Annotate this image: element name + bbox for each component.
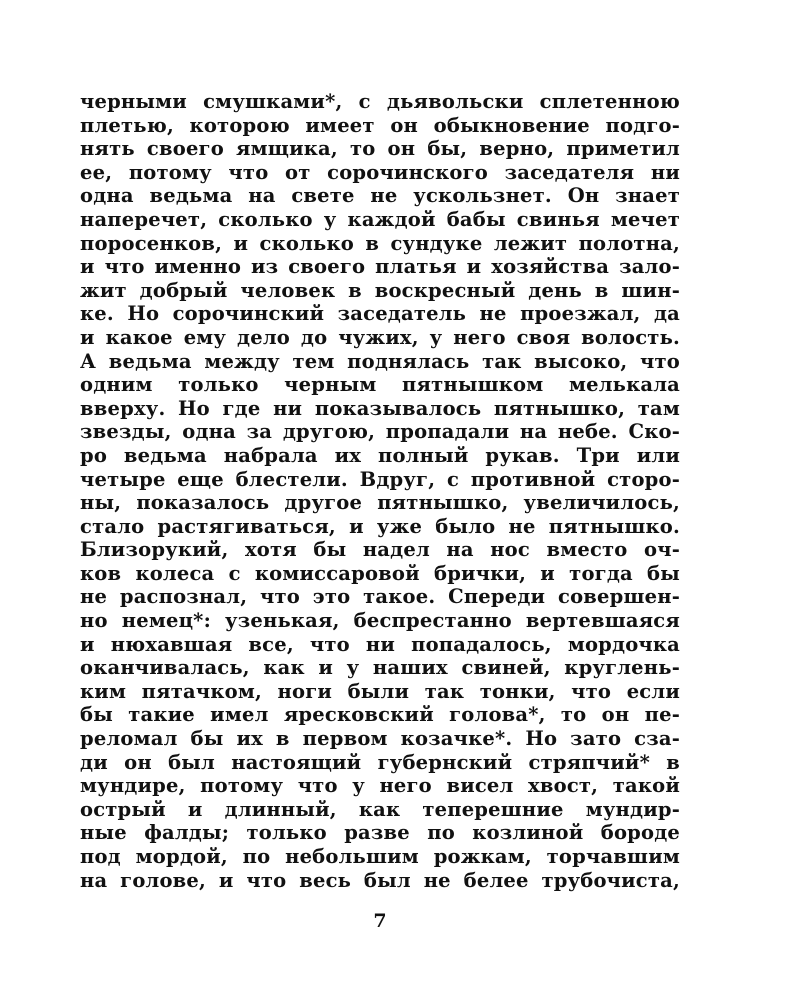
text-line: бы такие имел яресковский голова*, то он пе-: [80, 703, 680, 727]
text-line: и нюхавшая все, что ни попадалось, мордочка: [80, 632, 680, 656]
text-line: реломал бы их в первом козачке*. Но зато сза-: [80, 727, 680, 751]
text-line: острый и длинный, как теперешние мундир-: [80, 797, 680, 821]
text-line: вверху. Но где ни показывалось пятнышко, там: [80, 396, 680, 420]
text-line: на голове, и что весь был не белее трубочиста,: [80, 868, 680, 892]
text-line: звезды, одна за другою, пропадали на небе. Ско-: [80, 420, 680, 444]
text-line: А ведьма между тем поднялась так высоко, что: [80, 349, 680, 373]
text-line: жит добрый человек в воскресный день в шин-: [80, 278, 680, 302]
text-line: четыре еще блестели. Вдруг, с противной сторо-: [80, 467, 680, 491]
text-line: мундире, потому что у него висел хвост, такой: [80, 774, 680, 798]
text-line: черными смушками*, с дьявольски сплетенною: [80, 90, 680, 113]
text-line: ее, потому что от сорочинского заседателя ни: [80, 160, 680, 184]
text-line: ков колеса с комиссаровой брички, и тогда бы: [80, 561, 680, 585]
text-line: наперечет, сколько у каждой бабы свинья мечет: [80, 207, 680, 231]
body-text: [80, 90, 680, 892]
text-line: ны, показалось другое пятнышко, увеличилось,: [80, 491, 680, 515]
text-line: и какое ему дело до чужих, у него своя волость.: [80, 325, 680, 349]
text-line: одна ведьма на свете не ускользнет. Он знает: [80, 184, 680, 208]
text-line: ро ведьма набрала их полный рукав. Три или: [80, 443, 680, 467]
text-line: но немец*: узенькая, беспрестанно вертевшаяся: [80, 609, 680, 633]
text-line: ные фалды; только разве по козлиной бороде: [80, 821, 680, 845]
text-line: одним только черным пятнышком мелькала: [80, 373, 680, 397]
text-line: плетью, которою имеет он обыкновение подго-: [80, 113, 680, 137]
text-line: оканчивалась, как и у наших свиней, круглень-: [80, 656, 680, 680]
text-line: Близорукий, хотя бы надел на нос вместо оч-: [80, 538, 680, 562]
text-line: и что именно из своего платья и хозяйства зало-: [80, 255, 680, 279]
text-line: ке. Но сорочинский заседатель не проезжал, да: [80, 302, 680, 326]
text-line: под мордой, по небольшим рожкам, торчавшим: [80, 845, 680, 868]
page-number: 7: [373, 910, 387, 932]
text-line: ким пятачком, ноги были так тонки, что если: [80, 679, 680, 703]
text-line: нять своего ямщика, то он бы, верно, приметил: [80, 137, 680, 161]
text-line: не распознал, что это такое. Спереди совершен-: [80, 585, 680, 609]
text-line: стало растягиваться, и уже было не пятнышко.: [80, 514, 680, 538]
text-line: поросенков, и сколько в сундуке лежит полотна,: [80, 231, 680, 255]
text-line: ди он был настоящий губернский стряпчий* в: [80, 750, 680, 774]
